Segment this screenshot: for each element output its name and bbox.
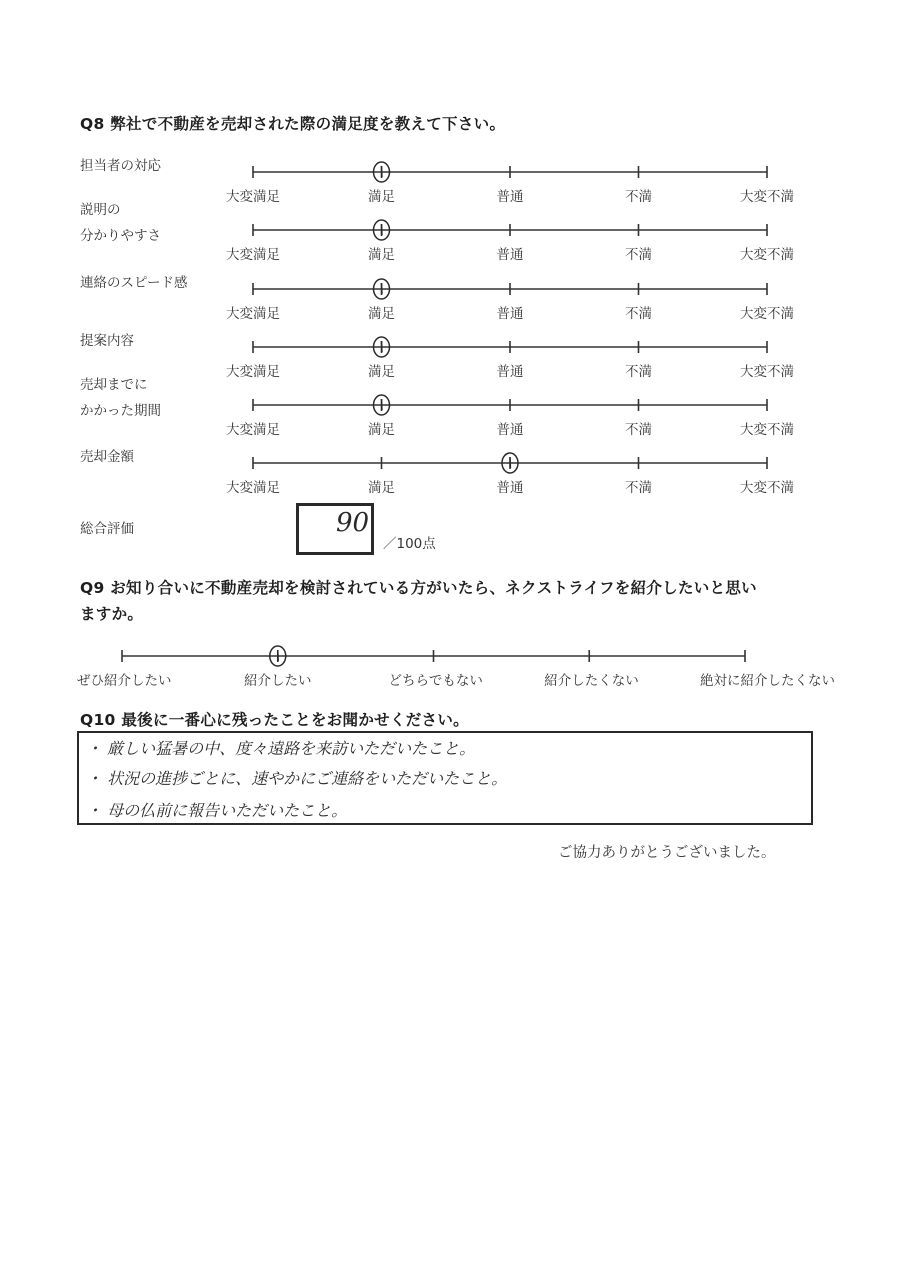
q8-row-label: 説明の: [80, 202, 121, 218]
q8-row-option-label: 普通: [496, 422, 524, 438]
q8-row-option-label: 不満: [625, 306, 652, 322]
q8-row-option-label: 大変満足: [226, 422, 280, 438]
q9-option-label: 絶対に紹介したくない: [700, 673, 835, 689]
q9-selected-stroke: [278, 650, 279, 661]
q8-row-option-label: 満足: [368, 480, 395, 496]
q8-row-option-label: 満足: [368, 364, 395, 380]
q8-row-option-label: 満足: [368, 189, 395, 205]
q8-row-option-label: 満足: [368, 247, 395, 263]
q8-title: Q8 弊社で不動産を売却された際の満足度を教えて下さい。: [80, 115, 506, 133]
q8-row-option-label: 大変満足: [226, 364, 280, 380]
q8-row-label: 売却金額: [80, 449, 134, 465]
q8-row-option-label: 普通: [496, 247, 524, 263]
q8-row-option-label: 不満: [625, 247, 652, 263]
closing-message: ご協力ありがとうございました。: [558, 845, 776, 861]
q8-row-option-label: 普通: [496, 189, 524, 205]
q8-row-option-label: 大変不満: [740, 422, 794, 438]
q8-row-option-label: 満足: [368, 422, 395, 438]
q9-option-label: ぜひ紹介したい: [77, 673, 172, 689]
q10-answer-line: ・ 厳しい猛暑の中、度々遠路を来訪いただいたこと。: [86, 739, 476, 758]
q8-row-option-label: 不満: [625, 364, 652, 380]
overall-label: 総合評価: [80, 521, 134, 537]
q8-row-option-label: 不満: [625, 422, 652, 438]
q8-row-option-label: 大変満足: [226, 480, 280, 496]
q8-row-label: 連絡のスピード感: [80, 275, 188, 291]
q8-row-label: 売却までに: [80, 377, 148, 393]
q8-row-option-label: 大変不満: [740, 364, 794, 380]
q8-row-option-label: 普通: [496, 480, 524, 496]
q8-row-option-label: 大変不満: [740, 306, 794, 322]
q8-row-option-label: 不満: [625, 480, 652, 496]
q8-row-label: 提案内容: [80, 333, 134, 349]
q8-row-option-label: 大変不満: [740, 189, 794, 205]
overall-score-value: 90: [336, 508, 370, 538]
q8-row-option-label: 不満: [625, 189, 652, 205]
q8-row-label: かかった期間: [80, 403, 161, 419]
q8-row-option-label: 大変不満: [740, 480, 794, 496]
q8-row-label: 分かりやすさ: [80, 228, 161, 244]
q8-row-option-label: 大変満足: [226, 306, 280, 322]
q10-answer-line: ・ 状況の進捗ごとに、速やかにご連絡をいただいたこと。: [86, 769, 508, 788]
q8-row-option-label: 大変不満: [740, 247, 794, 263]
q9-option-label: 紹介したくない: [544, 673, 639, 689]
q8-row-option-label: 大変満足: [226, 247, 280, 263]
q10-answer-line: ・ 母の仏前に報告いただいたこと。: [86, 801, 348, 820]
q8-row-option-label: 大変満足: [226, 189, 280, 205]
q9-title-line2: ますか。: [80, 605, 144, 623]
q9-option-label: どちらでもない: [388, 673, 483, 689]
q8-row-option-label: 普通: [496, 306, 524, 322]
overall-score-suffix: ／100点: [383, 536, 436, 552]
q8-row-option-label: 普通: [496, 364, 524, 380]
q10-title: Q10 最後に一番心に残ったことをお聞かせください。: [80, 711, 469, 729]
q8-row-option-label: 満足: [368, 306, 395, 322]
q9-title-line1: Q9 お知り合いに不動産売却を検討されている方がいたら、ネクストライフを紹介したいと思い: [80, 579, 757, 597]
q9-option-label: 紹介したい: [244, 673, 312, 689]
q8-row-label: 担当者の対応: [80, 158, 161, 174]
